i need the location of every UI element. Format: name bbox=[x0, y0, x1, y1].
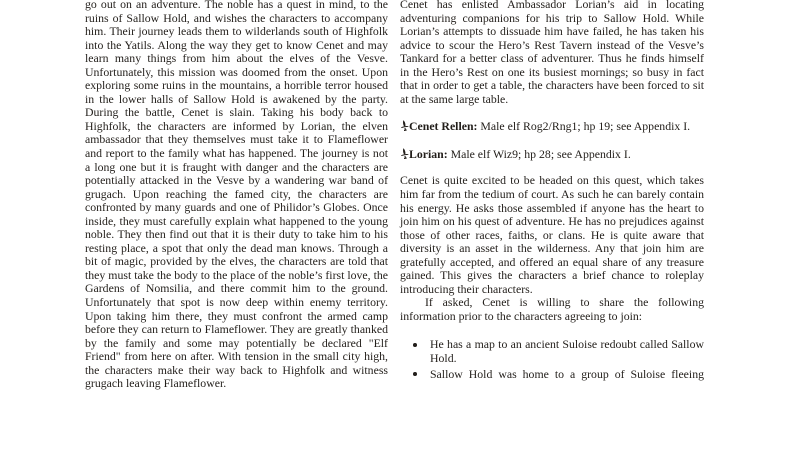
statblock-lorian bbox=[400, 148, 704, 162]
bullet-icon bbox=[413, 343, 417, 347]
statblock-name: Lorian: bbox=[409, 146, 448, 161]
left-column bbox=[85, 0, 388, 391]
bullet-icon bbox=[413, 372, 417, 376]
statblock-name: Cenet Rellen: bbox=[409, 119, 478, 134]
statblock-details: Male elf Wiz9; hp 28; see Appendix I. bbox=[447, 146, 631, 161]
dagger-icon bbox=[400, 120, 409, 131]
info-bullet-list bbox=[400, 338, 704, 381]
list-item-text: Sallow Hold was home to a group of Suloise fleeing bbox=[430, 366, 704, 381]
if-asked-paragraph: If asked, Cenet is willing to share the following information prior to the characters agreeing to join: bbox=[400, 295, 704, 323]
statblock-details: Male elf Rog2/Rng1; hp 19; see Appendix I. bbox=[477, 119, 691, 134]
cenet-description-paragraph: Cenet is quite excited to be headed on this quest, which takes him far from the tedium of court. As such he can barely contain his energy. He asks those assembled if anyone has the heart to join him on his quest of adventure. He has no prejudices against those of other races, faiths, or clans. He is quite aware that diversity is an asset in the wilderness. Any that join him are gratefully accepted, and offered an equal share of any treasure gained. This gives the characters a brief chance to roleplay introducing their characters. bbox=[400, 173, 704, 296]
list-item bbox=[400, 338, 704, 365]
intro-paragraph: Cenet has enlisted Ambassador Lorian’s aid in locating adventuring companions for his trip to Sallow Hold. While Lorian’s attempts to dissuade him have failed, he has taken his advice to scour the Hero’s Rest Tavern instead of the Vesve’s Tankard for a better class of adventurer. Thus he finds himself in the Hero’s Rest on one its busiest mornings; so busy in fact that in order to get a table, the characters have been forced to sit at the same large table. bbox=[400, 0, 704, 106]
left-column-paragraph: go out on an adventure. The noble has a quest in mind, to the ruins of Sallow Hold, and wishes the characters to accompany him. Their journey leads them to wilderlands south of Highfolk into the Yatils. Along the way they get to know Cenet and may learn many things from him about the elves of the Vesve. Unfortunately, this mission was doomed from the onset. Upon exploring some ruins in the mountains, a horrible terror housed in the lower halls of Sallow Hold is awakened by the party. During the battle, Cenet is slain. Taking his body back to Highfolk, the characters are informed by Lorian, the elven ambassador that they themselves must take it to Flameflower and report to the family what has happened. The journey is not a long one but it is fraught with danger and the characters are potentially attacked in the Vesve by a wandering war band of grugach. Upon reaching the famed city, the characters are confronted by many guards and one of Philidor’s Globes. Once inside, they must carefully explain what happened to the young noble. They then find out that it is their duty to take him to his resting place, a spot that only the dead man knows. Through a bit of magic, provided by the elves, the characters are told that they must take the body to the place of the noble’s first love, the Gardens of Nomsilia, and there commit him to the ground. Unfortunately that spot is now deep within enemy territory. Upon taking him there, they must confront the armed camp before they can return to Flameflower. They are greatly thanked by the family and some may potentially be declared "Elf Friend" from here on after. With tension in the small city high, the characters make their way back to Highfolk and witness grugach leaving Flameflower. bbox=[85, 0, 388, 391]
statblock-cenet bbox=[400, 120, 704, 134]
list-item-text: He has a map to an ancient Suloise redoubt called Sallow Hold. bbox=[430, 337, 704, 366]
dagger-icon bbox=[400, 148, 409, 159]
right-column bbox=[400, 0, 704, 381]
list-item bbox=[400, 368, 704, 382]
